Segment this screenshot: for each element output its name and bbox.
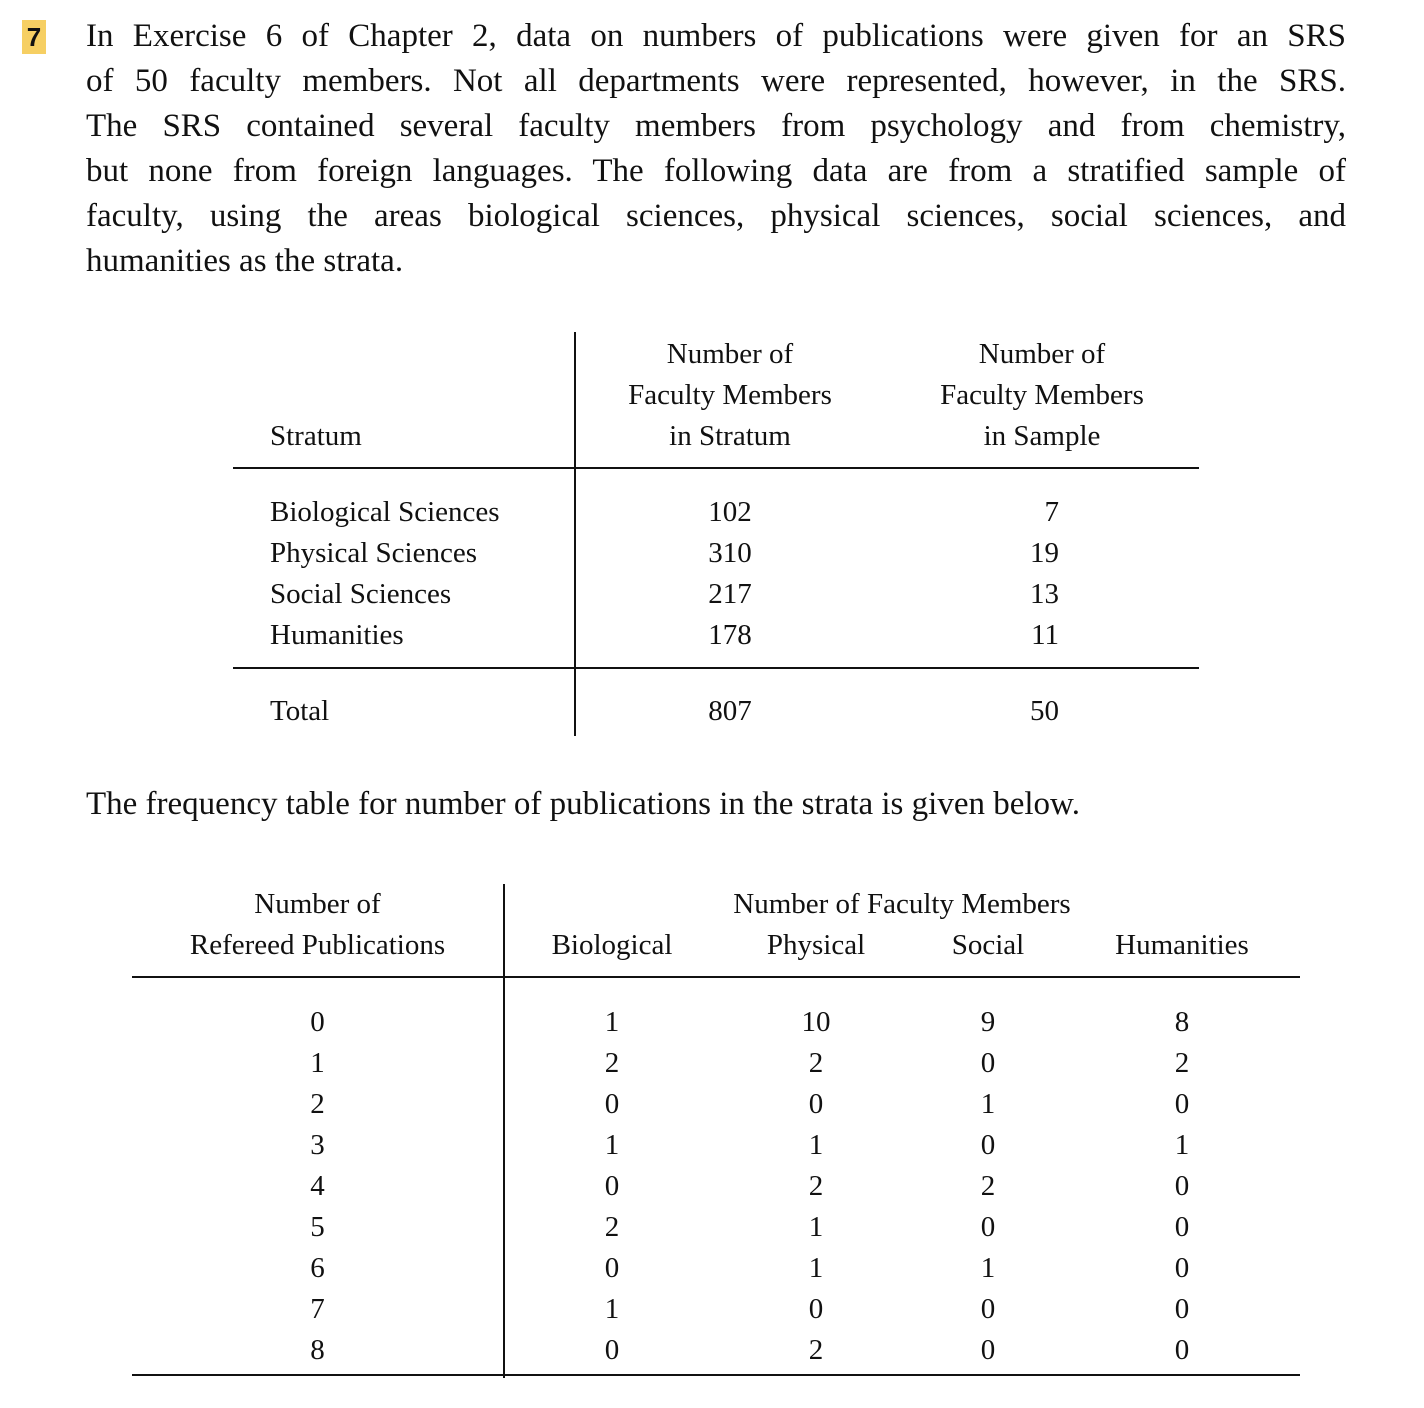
physical-count: 10 [801,1006,831,1038]
table-row [132,1166,1300,1207]
frequency-table-intro: The frequency table for number of publications in the strata is given below. [86,786,1080,822]
biological-count: 2 [604,1047,620,1079]
table-row [132,1330,1300,1371]
header-humanities: Humanities [1115,929,1249,961]
humanities-count: 8 [1174,1006,1190,1038]
table-row [132,1248,1300,1289]
humanities-count: 2 [1174,1047,1190,1079]
header-publications-line2: Refereed Publications [189,929,446,961]
total-stratum-size: 807 [708,695,752,727]
physical-count: 0 [808,1088,824,1120]
header-faculty-span: Number of Faculty Members [733,888,1071,920]
total-label: Total [270,695,330,727]
total-rule [233,667,1199,669]
social-count: 2 [980,1170,996,1202]
social-count: 9 [980,1006,996,1038]
social-count: 0 [980,1334,996,1366]
publications-count: 2 [310,1088,325,1120]
header-in-stratum-line3: in Stratum [669,420,791,452]
stratum-size: 178 [708,619,752,651]
table-row [132,1002,1300,1043]
humanities-count: 1 [1174,1129,1190,1161]
biological-count: 0 [604,1252,620,1284]
social-count: 1 [980,1088,996,1120]
header-physical: Physical [766,929,866,961]
humanities-count: 0 [1174,1293,1190,1325]
sample-size: 13 [1030,578,1059,610]
humanities-count: 0 [1174,1088,1190,1120]
header-rule [132,976,1300,978]
strata-table [233,332,1199,736]
humanities-count: 0 [1174,1334,1190,1366]
table-row [132,1084,1300,1125]
header-in-sample-line3: in Sample [983,420,1101,452]
stratum-name: Social Sciences [270,578,452,610]
stratum-name: Humanities [270,619,404,651]
header-rule [233,467,1199,469]
stratum-size: 217 [708,578,752,610]
total-sample-size: 50 [1030,695,1059,727]
physical-count: 2 [808,1334,824,1366]
humanities-count: 0 [1174,1211,1190,1243]
stratum-size: 102 [708,496,752,528]
exercise-text-line: faculty, using the areas biological sciences, physical sciences, social sciences, and [86,198,1346,234]
publications-count: 1 [310,1047,325,1079]
social-count: 0 [980,1129,996,1161]
header-publications-line1: Number of [254,888,381,920]
publications-count: 6 [310,1252,325,1284]
frequency-rows [132,1002,1300,1371]
physical-count: 2 [808,1047,824,1079]
social-count: 0 [980,1047,996,1079]
exercise-number-badge: 7 [22,20,46,54]
publications-count: 3 [310,1129,325,1161]
publications-count: 0 [310,1006,325,1038]
sample-size: 19 [1030,537,1059,569]
exercise-text-line: In Exercise 6 of Chapter 2, data on numbers of publications were given for an SRS [86,18,1346,54]
table-row [132,1289,1300,1330]
biological-count: 0 [604,1334,620,1366]
humanities-count: 0 [1174,1170,1190,1202]
exercise-text-line: humanities as the strata. [86,243,404,279]
biological-count: 1 [604,1006,620,1038]
humanities-count: 0 [1174,1252,1190,1284]
physical-count: 1 [808,1211,824,1243]
table-row [132,1125,1300,1166]
stratum-size: 310 [708,537,752,569]
social-count: 0 [980,1211,996,1243]
bottom-rule [132,1374,1300,1376]
physical-count: 2 [808,1170,824,1202]
header-stratum: Stratum [270,420,362,452]
exercise-text [86,14,1346,284]
physical-count: 1 [808,1129,824,1161]
stratum-name: Biological Sciences [270,496,500,528]
sample-size: 7 [1044,496,1059,528]
stratum-name: Physical Sciences [270,537,477,569]
social-count: 1 [980,1252,996,1284]
physical-count: 1 [808,1252,824,1284]
publications-count: 5 [310,1211,325,1243]
header-in-sample-line2: Faculty Members [940,379,1144,411]
table-row [132,1043,1300,1084]
biological-count: 1 [604,1129,620,1161]
table-row [132,1207,1300,1248]
publications-count: 7 [310,1293,325,1325]
physical-count: 0 [808,1293,824,1325]
biological-count: 0 [604,1170,620,1202]
social-count: 0 [980,1293,996,1325]
biological-count: 2 [604,1211,620,1243]
publications-count: 8 [310,1334,325,1366]
exercise-text-line: of 50 faculty members. Not all departments were represented, however, in the SRS. [86,63,1346,99]
publications-count: 4 [310,1170,325,1202]
header-biological: Biological [551,929,673,961]
frequency-table [132,884,1300,1378]
exercise-text-line: The SRS contained several faculty members from psychology and from chemistry, [86,108,1346,144]
biological-count: 0 [604,1088,620,1120]
header-in-stratum-line2: Faculty Members [628,379,832,411]
header-in-stratum-line1: Number of [666,338,794,370]
exercise-text-line: but none from foreign languages. The following data are from a stratified sample of [86,153,1346,189]
biological-count: 1 [604,1293,620,1325]
sample-size: 11 [1031,619,1059,651]
header-social: Social [951,929,1025,961]
header-in-sample-line1: Number of [978,338,1106,370]
